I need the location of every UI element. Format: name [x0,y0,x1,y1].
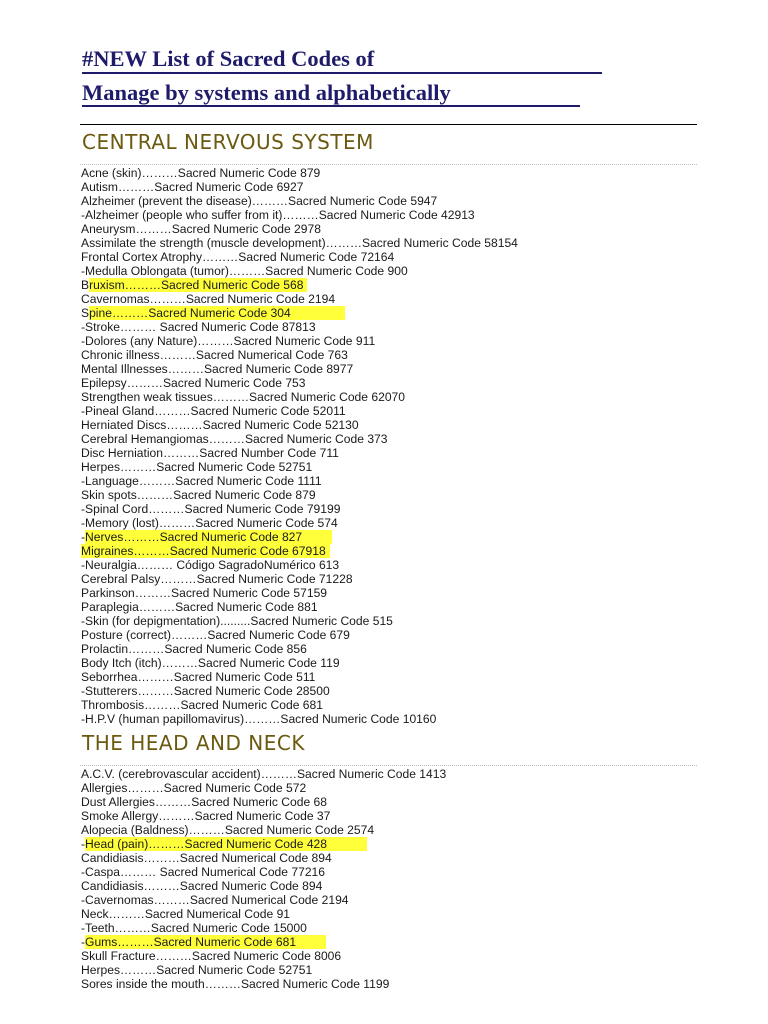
list-item [81,600,518,614]
list-item [81,278,518,292]
entry-text: -H.P.V (human papillomavirus)………Sacred Numeric Code 10160 [81,712,437,726]
entry-text: A.C.V. (cerebrovascular accident)………Sacred Numeric Code 1413 [81,767,447,781]
entry-text: Acne (skin)………Sacred Numeric Code 879 [81,166,321,180]
list-item [81,935,446,949]
entry-text: -Caspa……… Sacred Numerical Code 77216 [81,865,326,879]
entry-text: -Spinal Cord………Sacred Numeric Code 79199 [81,502,341,516]
list-item [81,614,518,628]
section-divider [80,164,697,165]
list-item [81,166,518,180]
entry-text: Cerebral Palsy………Sacred Numeric Code 71228 [81,572,353,586]
list-item [81,320,518,334]
entry-text: Herpes………Sacred Numeric Code 52751 [81,460,313,474]
list-item [81,921,446,935]
list-item [81,698,518,712]
entry-text: Parkinson………Sacred Numeric Code 57159 [81,586,328,600]
list-item-prefix: - [81,837,86,851]
list-item [81,642,518,656]
entry-text: Assimilate the strength (muscle development)………Sacred Numeric Code 58154 [81,236,518,250]
list-item [81,306,518,320]
list-item [81,474,518,488]
list-item [81,208,518,222]
list-item [81,502,518,516]
list-item [81,362,518,376]
list-item [81,432,518,446]
entry-text: Epilepsy………Sacred Numeric Code 753 [81,376,306,390]
entry-text: -Skin (for depigmentation).........Sacred Numeric Code 515 [81,614,393,628]
section-list-head-and-neck [81,767,446,991]
list-item [81,684,518,698]
list-item-prefix: - [81,530,86,544]
list-item-prefix: - [81,935,86,949]
list-item [81,670,518,684]
list-item [81,809,446,823]
entry-text: Autism………Sacred Numeric Code 6927 [81,180,304,194]
list-item [81,250,518,264]
list-item [81,781,446,795]
list-item [81,586,518,600]
section-list-central-nervous-system [81,166,518,726]
list-item [81,767,446,781]
entry-text: Skin spots………Sacred Numeric Code 879 [81,488,316,502]
list-item [81,656,518,670]
section-heading-head-and-neck: THE HEAD AND NECK [82,731,305,755]
list-item [81,893,446,907]
entry-text: Allergies………Sacred Numeric Code 572 [81,781,307,795]
entry-text: -Dolores (any Nature)………Sacred Numeric Code 911 [81,334,376,348]
list-item [81,712,518,726]
highlighted-entry-text: Migraines………Sacred Numeric Code 67918 [81,544,330,558]
list-item [81,418,518,432]
entry-text: -Language………Sacred Numeric Code 1111 [81,474,322,488]
entry-text: Seborrhea………Sacred Numeric Code 511 [81,670,316,684]
entry-text: Alopecia (Baldness)………Sacred Numeric Code 2574 [81,823,375,837]
list-item [81,180,518,194]
entry-text: Sores inside the mouth………Sacred Numeric Code 1199 [81,977,390,991]
list-item [81,376,518,390]
list-item-prefix: S [81,306,90,320]
list-item [81,460,518,474]
list-item [81,544,518,558]
entry-text: Aneurysm………Sacred Numeric Code 2978 [81,222,321,236]
entry-text: Smoke Allergy………Sacred Numeric Code 37 [81,809,331,823]
entry-text: Cerebral Hemangiomas………Sacred Numeric Code 373 [81,432,388,446]
title-underline-2 [82,105,580,107]
entry-text: -Stutterers………Sacred Numeric Code 28500 [81,684,330,698]
list-item [81,516,518,530]
entry-text: Disc Herniation………Sacred Number Code 711 [81,446,339,460]
horizontal-rule [80,124,697,125]
list-item [81,837,446,851]
entry-text: Posture (correct)………Sacred Numeric Code 679 [81,628,350,642]
list-item [81,572,518,586]
list-item [81,292,518,306]
entry-text: -Memory (lost)………Sacred Numeric Code 574 [81,516,338,530]
highlighted-entry-text: pine………Sacred Numeric Code 304 [89,306,345,320]
list-item-prefix: B [81,278,90,292]
document-title-line-1: #NEW List of Sacred Codes of [82,46,375,71]
list-item [81,963,446,977]
entry-text: Alzheimer (prevent the disease)………Sacred Numeric Code 5947 [81,194,438,208]
entry-text: Herniated Discs………Sacred Numeric Code 52130 [81,418,359,432]
entry-text: -Alzheimer (people who suffer from it)………Sacred Numeric Code 42913 [81,208,475,222]
list-item [81,628,518,642]
entry-text: Paraplegia………Sacred Numeric Code 881 [81,600,318,614]
list-item [81,194,518,208]
highlighted-entry-text: Nerves………Sacred Numeric Code 827 [85,530,332,544]
entry-text: Strengthen weak tissues………Sacred Numeric Code 62070 [81,390,406,404]
entry-text: Prolactin………Sacred Numeric Code 856 [81,642,307,656]
highlighted-entry-text: Head (pain)………Sacred Numeric Code 428 [85,837,367,851]
entry-text: -Neuralgia……… Código SagradoNumérico 613 [81,558,340,572]
entry-text: Neck………Sacred Numerical Code 91 [81,907,291,921]
entry-text: -Teeth………Sacred Numeric Code 15000 [81,921,307,935]
list-item [81,558,518,572]
highlighted-entry-text: ruxism………Sacred Numeric Code 568 [89,278,307,292]
section-heading-central-nervous-system: CENTRAL NERVOUS SYSTEM [82,130,374,154]
entry-text: Dust Allergies………Sacred Numeric Code 68 [81,795,328,809]
list-item [81,823,446,837]
entry-text: Thrombosis………Sacred Numeric Code 681 [81,698,323,712]
list-item [81,907,446,921]
list-item [81,530,518,544]
document-title-line-2: Manage by systems and alphabetically [82,80,451,105]
entry-text: Cavernomas………Sacred Numeric Code 2194 [81,292,336,306]
list-item [81,488,518,502]
entry-text: -Cavernomas………Sacred Numerical Code 2194 [81,893,349,907]
list-item [81,446,518,460]
title-underline-1 [82,72,602,74]
entry-text: -Pineal Gland………Sacred Numeric Code 52011 [81,404,346,418]
entry-text: Candidiasis………Sacred Numeric Code 894 [81,879,323,893]
entry-text: Candidiasis………Sacred Numerical Code 894 [81,851,332,865]
list-item [81,977,446,991]
list-item [81,236,518,250]
entry-text: Chronic illness………Sacred Numerical Code 763 [81,348,348,362]
section-divider [80,765,697,766]
entry-text: Mental Illnesses………Sacred Numeric Code 8977 [81,362,354,376]
entry-text: -Stroke……… Sacred Numeric Code 87813 [81,320,316,334]
list-item [81,222,518,236]
list-item [81,879,446,893]
list-item [81,851,446,865]
list-item [81,348,518,362]
entry-text: Herpes………Sacred Numeric Code 52751 [81,963,313,977]
highlighted-entry-text: Gums………Sacred Numeric Code 681 [85,935,326,949]
entry-text: Skull Fracture………Sacred Numeric Code 8006 [81,949,342,963]
entry-text: Body Itch (itch)………Sacred Numeric Code 119 [81,656,340,670]
list-item [81,264,518,278]
entry-text: -Medulla Oblongata (tumor)………Sacred Numeric Code 900 [81,264,408,278]
list-item [81,949,446,963]
list-item [81,865,446,879]
list-item [81,390,518,404]
list-item [81,795,446,809]
entry-text: Frontal Cortex Atrophy………Sacred Numeric Code 72164 [81,250,395,264]
list-item [81,404,518,418]
list-item [81,334,518,348]
